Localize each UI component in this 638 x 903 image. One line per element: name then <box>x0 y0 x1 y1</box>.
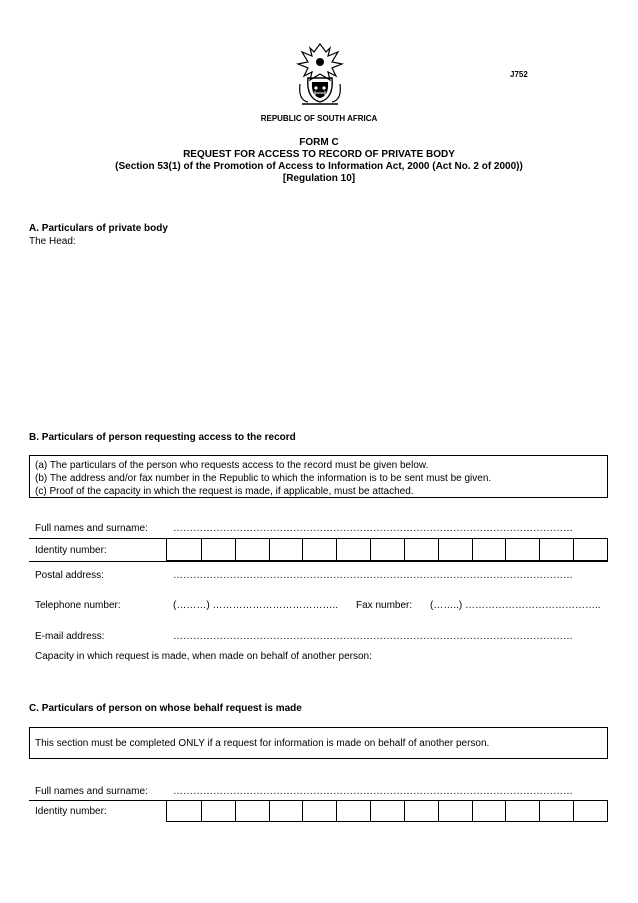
section-c-title: C. Particulars of person on whose behalf request is made <box>29 703 302 714</box>
id-digit-box[interactable] <box>404 801 438 821</box>
id-digit-box[interactable] <box>438 539 472 560</box>
id-digit-box[interactable] <box>167 539 201 560</box>
behalf-identity-label: Identity number: <box>35 806 107 817</box>
id-digit-box[interactable] <box>235 801 269 821</box>
id-digit-box[interactable] <box>573 539 607 560</box>
id-digit-box[interactable] <box>438 801 472 821</box>
full-names-label: Full names and surname: <box>35 523 148 534</box>
id-digit-box[interactable] <box>370 801 404 821</box>
id-digit-box[interactable] <box>302 801 336 821</box>
postal-address-field[interactable]: ………………………………………………………………………………………………………… <box>173 570 573 581</box>
republic-label: REPUBLIC OF SOUTH AFRICA <box>260 114 378 123</box>
regulation: [Regulation 10] <box>282 173 356 184</box>
id-digit-box[interactable] <box>201 801 235 821</box>
id-digit-box[interactable] <box>539 539 573 560</box>
note-b: (b) The address and/or fax number in the Republic to which the information is to be sent must be given. <box>35 473 492 484</box>
capacity-label: Capacity in which request is made, when made on behalf of another person: <box>35 651 372 662</box>
fax-field[interactable]: (……..) ………………………………….. <box>430 600 601 611</box>
id-digit-box[interactable] <box>404 539 438 560</box>
id-digit-box[interactable] <box>336 801 370 821</box>
email-label: E-mail address: <box>35 631 105 642</box>
full-names-field[interactable]: ………………………………………………………………………………………………………… <box>173 523 573 534</box>
coat-of-arms-icon <box>292 40 348 106</box>
postal-address-label: Postal address: <box>35 570 104 581</box>
email-field[interactable]: ………………………………………………………………………………………………………… <box>173 631 573 642</box>
id-digit-box[interactable] <box>472 801 506 821</box>
id-digit-box[interactable] <box>235 539 269 560</box>
id-digit-box[interactable] <box>505 539 539 560</box>
id-digit-box[interactable] <box>167 801 201 821</box>
behalf-full-names-field[interactable]: ………………………………………………………………………………………………………… <box>173 786 573 797</box>
fax-label: Fax number: <box>356 600 413 611</box>
identity-number-grid[interactable] <box>166 538 608 561</box>
id-digit-box[interactable] <box>539 801 573 821</box>
id-digit-box[interactable] <box>505 801 539 821</box>
head-label: The Head: <box>29 236 76 247</box>
note-a: (a) The particulars of the person who requests access to the record must be given below. <box>35 460 429 471</box>
telephone-label: Telephone number: <box>35 600 121 611</box>
id-digit-box[interactable] <box>370 539 404 560</box>
behalf-full-names-label: Full names and surname: <box>35 786 148 797</box>
divider <box>29 561 608 562</box>
id-digit-box[interactable] <box>472 539 506 560</box>
id-digit-box[interactable] <box>269 801 303 821</box>
section-b-notes <box>29 455 608 498</box>
form-label: FORM C <box>299 137 339 148</box>
id-digit-box[interactable] <box>573 801 607 821</box>
section-b-title: B. Particulars of person requesting access to the record <box>29 432 296 443</box>
note-c: (c) Proof of the capacity in which the request is made, if applicable, must be attached. <box>35 486 414 497</box>
behalf-identity-number-grid[interactable] <box>166 800 608 822</box>
telephone-field[interactable]: (………) ……………………………….. <box>173 600 338 611</box>
id-digit-box[interactable] <box>336 539 370 560</box>
id-digit-box[interactable] <box>302 539 336 560</box>
id-digit-box[interactable] <box>201 539 235 560</box>
form-code: J752 <box>510 70 528 79</box>
section-c-note: This section must be completed ONLY if a request for information is made on behalf of another person. <box>29 727 608 759</box>
identity-label: Identity number: <box>35 545 107 556</box>
section-reference: (Section 53(1) of the Promotion of Access to Information Act, 2000 (Act No. 2 of 2000)) <box>115 161 523 172</box>
section-a-title: A. Particulars of private body <box>29 223 168 234</box>
id-digit-box[interactable] <box>269 539 303 560</box>
form-title: REQUEST FOR ACCESS TO RECORD OF PRIVATE BODY <box>183 149 455 160</box>
